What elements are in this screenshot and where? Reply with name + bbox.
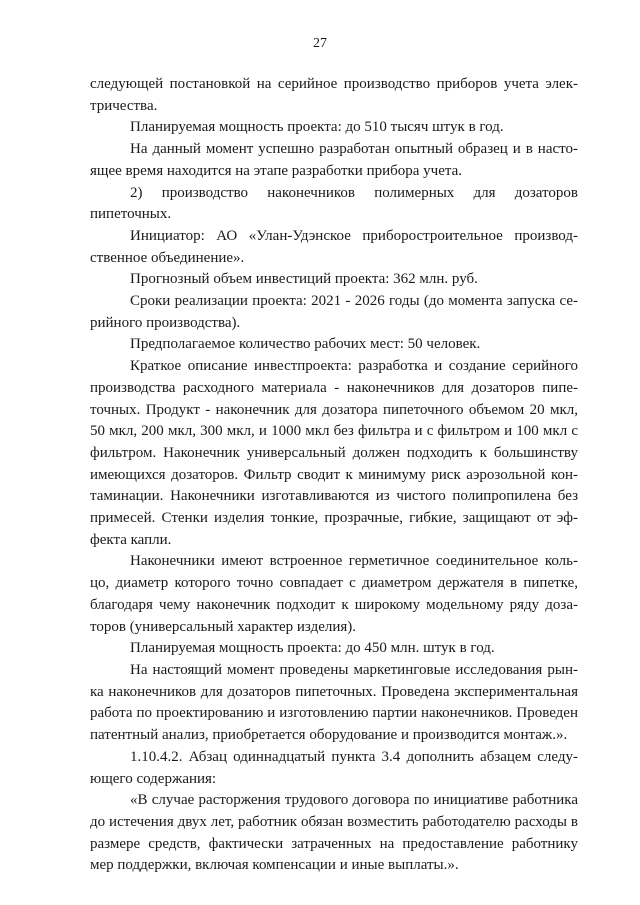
paragraph-project-description: Краткое описание инвестпроекта: разработка и создание серийного производства расходного материала - наконечников для дозаторов пипеточных. Продукт - наконечник для дозатора пипеточного объемом 20 мкл, 50 мкл, 200 мкл, 300 мкл, и 1000 мкл без фильтра и с фильтром и 100 мкл с фильтром. Наконечник универсальный должен подходить к большинству имеющихся дозаторов. Фильтр сводит к минимуму риск аэрозольной контаминации. Наконечники изготавливаются из чистого полипропилена без примесей. Стенки изделия тонкие, прозрачные, гибкие, защищают от эффекта капли. [90,358,578,548]
paragraph-ring-description: Наконечники имеют встроенное герметичное соединительное кольцо, диаметр которого точно совпадает с диаметром держателя в пипетке, благодаря чему наконечник подходит к широкому модельному ряду дозаторов (универсальный характер изделия). [90,553,578,635]
paragraph-capacity-meters: Планируемая мощность проекта: до 510 тысяч штук в год. [130,119,504,136]
paragraph-capacity-tips: Планируемая мощность проекта: до 450 млн. штук в год. [130,640,495,657]
paragraph-jobs: Предполагаемое количество рабочих мест: 50 человек. [130,336,481,353]
paragraph-prototype-status: На данный момент успешно разработан опытный образец и в настоящее время находится на этапе разработки прибора учета. [90,141,578,179]
document-body [90,74,578,877]
paragraph-quoted-clause: «В случае расторжения трудового договора по инициативе работника до истечения двух лет, работник обязан возместить работодателю расходы в размере средств, фактически затраченных на предоставление работнику мер поддержки, включая компенсации и иные выплаты.». [90,792,578,874]
paragraph-meter-production: следующей постановкой на серийное производство приборов учета электричества. [90,76,578,114]
paragraph-investment-volume: Прогнозный объем инвестиций проекта: 362 млн. руб. [130,271,478,288]
paragraph-project-tips: 2) производство наконечников полимерных для дозаторов пипеточных. [90,184,578,223]
paragraph-amendment: 1.10.4.2. Абзац одиннадцатый пункта 3.4 дополнить абзацем следующего содержания: [90,748,578,787]
page-number: 27 [313,36,327,51]
paragraph-timeline: Сроки реализации проекта: 2021 - 2026 годы (до момента запуска серийного производства). [90,293,578,331]
paragraph-current-status: На настоящий момент проведены маркетинговые исследования рынка наконечников для дозаторов пипеточных. Проведена экспериментальная работа по проектированию и изготовлению партии наконечников. Проведен патентный анализ, приобретается оборудование и производится монтаж.». [90,661,578,744]
paragraph-initiator: Инициатор: АО «Улан-Удэнское приборостроительное производственное объединение». [90,227,578,266]
